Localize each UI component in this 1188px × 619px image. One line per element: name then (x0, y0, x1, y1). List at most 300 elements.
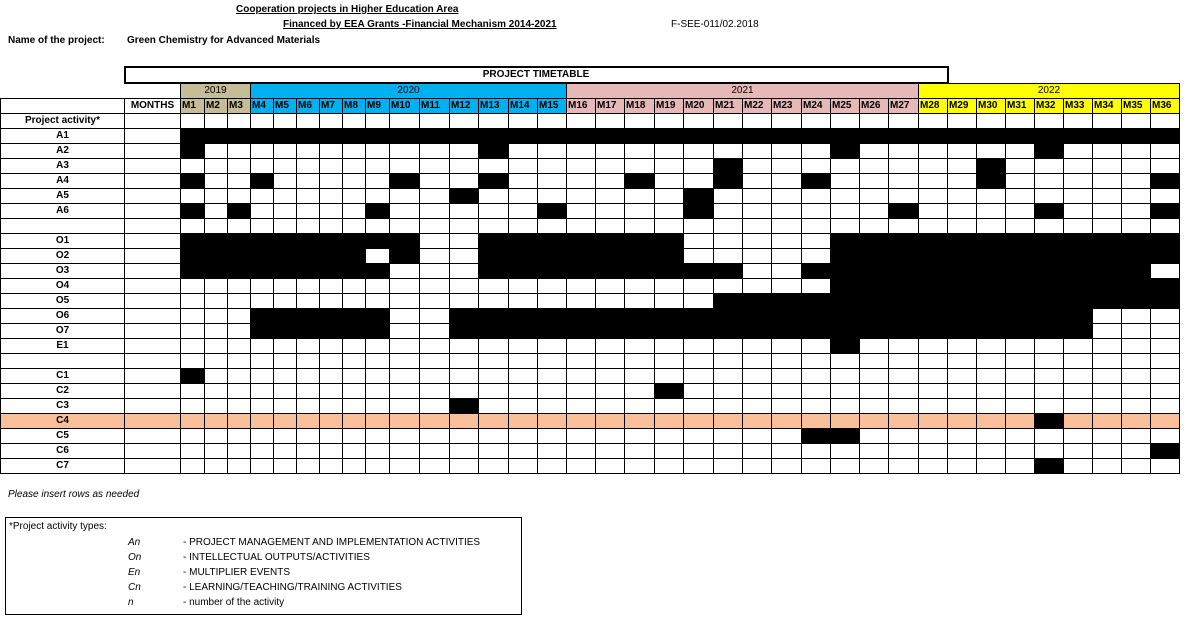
empty-cell (205, 174, 228, 189)
empty-cell (625, 444, 655, 459)
filled-cell (1006, 309, 1035, 324)
month-header-m3: M3 (228, 99, 251, 114)
empty-cell (919, 189, 948, 204)
empty-cell (1122, 429, 1151, 444)
filled-cell (228, 264, 251, 279)
month-header-m33: M33 (1064, 99, 1093, 114)
empty-cell (714, 369, 743, 384)
empty-cell (1006, 189, 1035, 204)
empty-cell (274, 339, 297, 354)
filled-cell (251, 174, 274, 189)
filled-cell (274, 309, 297, 324)
month-header-m19: M19 (655, 99, 684, 114)
empty-cell (567, 414, 596, 429)
empty-cell (181, 354, 205, 369)
empty-cell (1064, 429, 1093, 444)
table-row (1, 309, 1180, 324)
empty-cell (655, 414, 684, 429)
empty-cell (390, 444, 420, 459)
empty-cell (450, 204, 479, 219)
empty-cell (625, 294, 655, 309)
empty-cell (274, 174, 297, 189)
empty-cell (297, 174, 320, 189)
filled-cell (1006, 324, 1035, 339)
activity-label: C7 (1, 459, 125, 474)
filled-cell (889, 294, 919, 309)
empty-cell (625, 144, 655, 159)
legend-code: On (128, 552, 142, 563)
filled-cell (625, 264, 655, 279)
filled-cell (181, 369, 205, 384)
month-header-m22: M22 (743, 99, 772, 114)
empty-cell (509, 189, 538, 204)
empty-cell (205, 324, 228, 339)
filled-cell (450, 309, 479, 324)
empty-cell (251, 459, 274, 474)
empty-cell (181, 339, 205, 354)
empty-cell (274, 399, 297, 414)
empty-cell (655, 219, 684, 234)
empty-cell (390, 399, 420, 414)
month-header-m35: M35 (1122, 99, 1151, 114)
empty-cell (860, 354, 889, 369)
empty-cell (860, 414, 889, 429)
empty-cell (1006, 354, 1035, 369)
empty-cell (889, 174, 919, 189)
filled-cell (1151, 444, 1180, 459)
empty-cell (450, 339, 479, 354)
empty-cell (655, 459, 684, 474)
empty-cell (625, 204, 655, 219)
empty-cell (390, 204, 420, 219)
empty-cell (1064, 384, 1093, 399)
filled-cell (567, 249, 596, 264)
filled-cell (889, 309, 919, 324)
empty-cell (772, 219, 802, 234)
empty-cell (274, 459, 297, 474)
filled-cell (772, 294, 802, 309)
empty-cell (1151, 429, 1180, 444)
filled-cell (860, 324, 889, 339)
filled-cell (274, 234, 297, 249)
empty-cell (274, 144, 297, 159)
empty-cell (450, 384, 479, 399)
month-header-m29: M29 (948, 99, 977, 114)
empty-cell (320, 429, 343, 444)
empty-cell (684, 294, 714, 309)
empty-cell (251, 159, 274, 174)
empty-cell (1035, 384, 1064, 399)
filled-cell (343, 264, 366, 279)
table-row (1, 354, 1180, 369)
empty-cell (1122, 399, 1151, 414)
filled-cell (1035, 234, 1064, 249)
empty-cell (320, 174, 343, 189)
month-header-m27: M27 (889, 99, 919, 114)
empty-cell (509, 459, 538, 474)
filled-cell (538, 324, 567, 339)
filled-cell (479, 309, 509, 324)
month-header-m18: M18 (625, 99, 655, 114)
filled-cell (297, 249, 320, 264)
empty-cell (977, 414, 1006, 429)
filled-cell (802, 174, 831, 189)
empty-cell (802, 189, 831, 204)
empty-cell (479, 459, 509, 474)
empty-cell (320, 444, 343, 459)
empty-cell (228, 369, 251, 384)
month-header-m8: M8 (343, 99, 366, 114)
filled-cell (977, 309, 1006, 324)
year-2019: 2019 (181, 83, 251, 99)
empty-cell (420, 204, 450, 219)
empty-cell (802, 234, 831, 249)
filled-cell (390, 129, 420, 144)
empty-cell (274, 204, 297, 219)
empty-cell (450, 264, 479, 279)
empty-cell (1093, 444, 1122, 459)
filled-cell (977, 159, 1006, 174)
filled-cell (1035, 294, 1064, 309)
legend-description: - number of the activity (183, 597, 285, 608)
empty-cell (538, 354, 567, 369)
filled-cell (1093, 234, 1122, 249)
empty-cell (420, 234, 450, 249)
filled-cell (684, 189, 714, 204)
filled-cell (831, 144, 860, 159)
empty-cell (1064, 339, 1093, 354)
empty-cell (297, 204, 320, 219)
filled-cell (655, 249, 684, 264)
empty-cell (1151, 384, 1180, 399)
empty-cell (538, 294, 567, 309)
empty-cell (655, 189, 684, 204)
year-2022: 2022 (919, 83, 1180, 99)
empty-cell (320, 294, 343, 309)
empty-cell (538, 399, 567, 414)
table-row (1, 159, 1180, 174)
empty-cell (684, 384, 714, 399)
empty-cell (274, 189, 297, 204)
filled-cell (831, 249, 860, 264)
empty-cell (390, 189, 420, 204)
empty-cell (889, 159, 919, 174)
empty-cell (450, 369, 479, 384)
empty-cell (366, 354, 390, 369)
empty-cell (181, 429, 205, 444)
empty-cell (831, 204, 860, 219)
filled-cell (538, 129, 567, 144)
empty-cell (772, 234, 802, 249)
empty-cell (251, 369, 274, 384)
empty-cell (274, 444, 297, 459)
filled-cell (343, 324, 366, 339)
empty-cell (831, 174, 860, 189)
empty-cell (538, 444, 567, 459)
table-row (1, 444, 1180, 459)
filled-cell (977, 294, 1006, 309)
empty-cell (743, 159, 772, 174)
activity-label: C6 (1, 444, 125, 459)
filled-cell (420, 129, 450, 144)
filled-cell (1006, 294, 1035, 309)
empty-cell (1093, 144, 1122, 159)
empty-cell (625, 459, 655, 474)
filled-cell (1035, 324, 1064, 339)
month-header-m23: M23 (772, 99, 802, 114)
empty-cell (625, 414, 655, 429)
filled-cell (366, 324, 390, 339)
empty-cell (251, 144, 274, 159)
legend-description: - MULTIPLIER EVENTS (183, 567, 291, 578)
legend-code: En (128, 567, 141, 578)
filled-cell (1122, 234, 1151, 249)
empty-cell (450, 234, 479, 249)
filled-cell (919, 264, 948, 279)
empty-cell (802, 399, 831, 414)
month-header-m21: M21 (714, 99, 743, 114)
empty-cell (567, 459, 596, 474)
empty-cell (1064, 174, 1093, 189)
empty-cell (1151, 369, 1180, 384)
filled-cell (655, 129, 684, 144)
empty-cell (802, 354, 831, 369)
empty-cell (919, 219, 948, 234)
empty-cell (274, 159, 297, 174)
empty-cell (1093, 189, 1122, 204)
empty-cell (919, 399, 948, 414)
empty-cell (343, 174, 366, 189)
filled-cell (366, 264, 390, 279)
empty-cell (1035, 219, 1064, 234)
empty-cell (1064, 189, 1093, 204)
project-label: Name of the project: (8, 35, 105, 46)
empty-cell (420, 384, 450, 399)
activity-label: A6 (1, 204, 125, 219)
empty-cell (743, 399, 772, 414)
filled-cell (919, 249, 948, 264)
filled-cell (343, 249, 366, 264)
activity-label: E1 (1, 339, 125, 354)
filled-cell (479, 144, 509, 159)
filled-cell (538, 234, 567, 249)
month-header-m11: M11 (420, 99, 450, 114)
empty-cell (205, 429, 228, 444)
empty-cell (297, 294, 320, 309)
empty-cell (567, 159, 596, 174)
empty-cell (625, 279, 655, 294)
filled-cell (1035, 249, 1064, 264)
filled-cell (889, 234, 919, 249)
filled-cell (1006, 129, 1035, 144)
empty-cell (684, 444, 714, 459)
filled-cell (251, 324, 274, 339)
empty-cell (625, 384, 655, 399)
empty-cell (420, 354, 450, 369)
empty-cell (479, 204, 509, 219)
empty-cell (714, 279, 743, 294)
table-row (1, 264, 1180, 279)
empty-cell (1093, 204, 1122, 219)
empty-cell (205, 399, 228, 414)
empty-cell (205, 459, 228, 474)
empty-cell (251, 204, 274, 219)
empty-cell (567, 174, 596, 189)
activity-label: O3 (1, 264, 125, 279)
empty-cell (1064, 369, 1093, 384)
legend-code: n (128, 597, 134, 608)
empty-cell (343, 189, 366, 204)
empty-cell (1006, 444, 1035, 459)
filled-cell (948, 129, 977, 144)
filled-cell (1122, 249, 1151, 264)
empty-cell (772, 339, 802, 354)
filled-cell (860, 309, 889, 324)
empty-cell (831, 219, 860, 234)
filled-cell (831, 294, 860, 309)
empty-cell (251, 354, 274, 369)
empty-cell (390, 324, 420, 339)
legend-code: An (128, 537, 141, 548)
empty-cell (509, 429, 538, 444)
empty-cell (684, 219, 714, 234)
empty-cell (1093, 339, 1122, 354)
empty-cell (366, 159, 390, 174)
activity-label: O6 (1, 309, 125, 324)
empty-cell (772, 249, 802, 264)
empty-cell (860, 189, 889, 204)
empty-cell (390, 354, 420, 369)
empty-cell (889, 459, 919, 474)
empty-cell (889, 369, 919, 384)
empty-cell (1122, 339, 1151, 354)
empty-cell (320, 459, 343, 474)
table-row (1, 369, 1180, 384)
empty-cell (743, 219, 772, 234)
empty-cell (919, 384, 948, 399)
empty-cell (625, 399, 655, 414)
table-row (1, 249, 1180, 264)
empty-cell (860, 339, 889, 354)
filled-cell (889, 204, 919, 219)
empty-cell (802, 339, 831, 354)
filled-cell (596, 309, 625, 324)
filled-cell (509, 309, 538, 324)
empty-cell (596, 429, 625, 444)
empty-cell (1122, 324, 1151, 339)
empty-cell (366, 444, 390, 459)
empty-cell (366, 369, 390, 384)
empty-cell (655, 294, 684, 309)
empty-cell (596, 144, 625, 159)
empty-cell (714, 459, 743, 474)
empty-cell (655, 144, 684, 159)
empty-cell (366, 249, 390, 264)
empty-cell (297, 414, 320, 429)
empty-cell (948, 354, 977, 369)
table-row (1, 174, 1180, 189)
empty-cell (509, 159, 538, 174)
filled-cell (343, 129, 366, 144)
activity-label: C5 (1, 429, 125, 444)
empty-cell (205, 159, 228, 174)
empty-cell (1093, 369, 1122, 384)
filled-cell (479, 234, 509, 249)
empty-cell (567, 339, 596, 354)
empty-cell (1093, 354, 1122, 369)
empty-cell (1006, 459, 1035, 474)
empty-cell (802, 414, 831, 429)
filled-cell (948, 264, 977, 279)
empty-cell (181, 279, 205, 294)
empty-cell (274, 219, 297, 234)
filled-cell (228, 204, 251, 219)
insert-rows-note: Please insert rows as needed (8, 489, 140, 500)
empty-cell (251, 429, 274, 444)
empty-cell (948, 384, 977, 399)
empty-cell (251, 219, 274, 234)
empty-cell (343, 369, 366, 384)
month-header-m30: M30 (977, 99, 1006, 114)
filled-cell (977, 174, 1006, 189)
filled-cell (802, 264, 831, 279)
month-header-m20: M20 (684, 99, 714, 114)
empty-cell (509, 354, 538, 369)
empty-cell (567, 279, 596, 294)
empty-cell (228, 159, 251, 174)
empty-cell (655, 354, 684, 369)
filled-cell (1064, 324, 1093, 339)
empty-cell (420, 444, 450, 459)
empty-cell (1064, 354, 1093, 369)
filled-cell (655, 264, 684, 279)
empty-cell (1122, 309, 1151, 324)
month-header-m26: M26 (860, 99, 889, 114)
empty-cell (860, 429, 889, 444)
empty-cell (320, 399, 343, 414)
empty-cell (1122, 174, 1151, 189)
empty-cell (205, 144, 228, 159)
empty-cell (948, 459, 977, 474)
empty-cell (479, 444, 509, 459)
filled-cell (714, 324, 743, 339)
empty-cell (450, 414, 479, 429)
empty-cell (596, 399, 625, 414)
filled-cell (1151, 174, 1180, 189)
empty-cell (948, 189, 977, 204)
empty-cell (181, 384, 205, 399)
year-2021: 2021 (567, 83, 919, 99)
table-row (1, 204, 1180, 219)
empty-cell (802, 144, 831, 159)
empty-cell (1035, 174, 1064, 189)
empty-cell (1151, 309, 1180, 324)
empty-cell (919, 429, 948, 444)
filled-cell (625, 324, 655, 339)
empty-cell (343, 399, 366, 414)
filled-cell (625, 249, 655, 264)
empty-cell (390, 144, 420, 159)
table-row (1, 459, 1180, 474)
empty-cell (802, 249, 831, 264)
empty-cell (228, 354, 251, 369)
filled-cell (802, 294, 831, 309)
empty-cell (860, 144, 889, 159)
filled-cell (181, 174, 205, 189)
empty-cell (390, 264, 420, 279)
empty-cell (297, 399, 320, 414)
empty-cell (479, 384, 509, 399)
